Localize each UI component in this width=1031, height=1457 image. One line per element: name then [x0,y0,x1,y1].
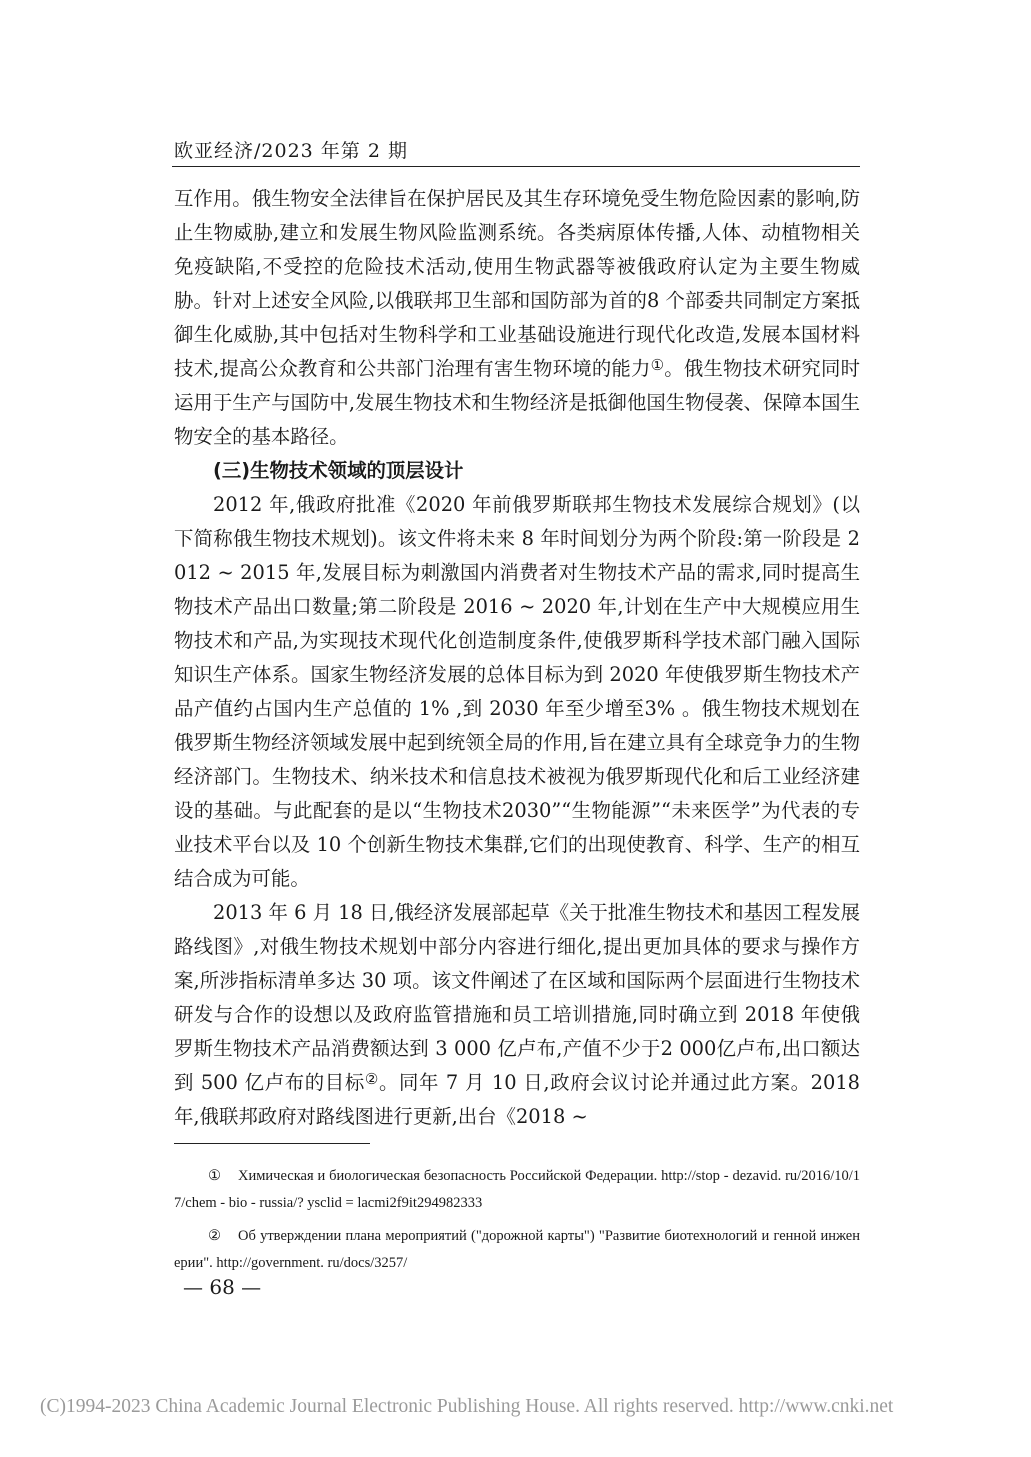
footnote-1 [174,1163,860,1217]
paragraph-roadmap-2013 [174,896,860,1134]
footnote-mark: ② [208,1228,221,1244]
paragraph-text-tail: 。同年 7 月 10 日,政府会议讨论并通过此方案。2018 年,俄联邦政府对路线图进行更新,出台《2018 ~ [174,1071,860,1128]
paragraph-text: 2013 年 6 月 18 日,俄经济发展部起草《关于批准生物技术和基因工程发展路线图》,对俄生物技术规划中部分内容进行细化,提出更加具体的要求与操作方案,所涉指标清单多达 30 项。该文件阐述了在区域和国际两个层面进行生物技术研发与合作的设想以及政府监管措施和员工培训措施,同时确立到 2018 年使俄罗斯生物技术产品消费额达到 3 000 亿卢布,产值不少于2 000亿卢布,出口额达到 500 亿卢布的目标 [174,901,860,1094]
footnotes [174,1163,860,1283]
footnote-2 [174,1223,860,1277]
footnote-text: Химическая и биологическая безопасность Российской Федерации. http://stop - dezavid. ru/2016/10/17/chem - bio - russia/? ysclid = lacmi2f9it294982333 [174,1168,860,1211]
copyright-watermark: (C)1994-2023 China Academic Journal Electronic Publishing House. All rights reserved. http://www.cnki.net [40,1396,894,1417]
paragraph-biotech-plan-2012: 2012 年,俄政府批准《2020 年前俄罗斯联邦生物技术发展综合规划》(以下简称俄生物技术规划)。该文件将未来 8 年时间划分为两个阶段:第一阶段是 2012 ~ 2015 年,发展目标为刺激国内消费者对生物技术产品的需求,同时提高生物技术产品出口数量;第二阶段是 2016 ~ 2020 年,计划在生产中大规模应用生物技术和产品,为实现技术现代化创造制度条件,使俄罗斯科学技术部门融入国际知识生产体系。国家生物经济发展的总体目标为到 2020 年使俄罗斯生物技术产品产值约占国内生产总值的 1% ,到 2030 年至少增至3% 。俄生物技术规划在俄罗斯生物经济领域发展中起到统领全局的作用,旨在建立具有全球竞争力的生物经济部门。生物技术、纳米技术和信息技术被视为俄罗斯现代化和后工业经济建设的基础。与此配套的是以“生物技术2030”“生物能源”“未来医学”为代表的专业技术平台以及 10 个创新生物技术集群,它们的出现使教育、科学、生产的相互结合成为可能。 [174,493,860,890]
header-rule [172,166,860,167]
section-heading: (三)生物技术领域的顶层设计 [213,459,464,482]
footnote-ref-1[interactable]: ① [650,356,665,374]
running-header: 欧亚经济/2023 年第 2 期 [174,140,408,162]
page-number: — 68 — [183,1275,262,1299]
footnote-ref-2[interactable]: ② [364,1070,379,1088]
paragraph-text-tail: 。俄生物技术研究同时运用于生产与国防中,发展生物技术和生物经济是抵御他国生物侵袭、保障本国生物安全的基本路径。 [174,357,860,448]
paragraph-text: 互作用。俄生物安全法律旨在保护居民及其生存环境免受生物危险因素的影响,防止生物威胁,建立和发展生物风险监测系统。各类病原体传播,人体、动植物相关免疫缺陷,不受控的危险技术活动,使用生物武器等被俄政府认定为主要生物威胁。针对上述安全风险,以俄联邦卫生部和国防部为首的8 个部委共同制定方案抵御生化威胁,其中包括对生物科学和工业基础设施进行现代化改造,发展本国材料技术,提高公众教育和公共部门治理有害生物环境的能力 [174,187,860,380]
body-text [174,182,860,1134]
footnote-mark: ① [208,1168,221,1184]
footnote-rule [174,1143,370,1144]
footnote-text: Об утверждении плана мероприятий ("дорожной карты") "Развитие биотехнологий и генной инженерии". http://government. ru/docs/3257/ [174,1228,860,1271]
paragraph-biosecurity-law [174,182,860,454]
